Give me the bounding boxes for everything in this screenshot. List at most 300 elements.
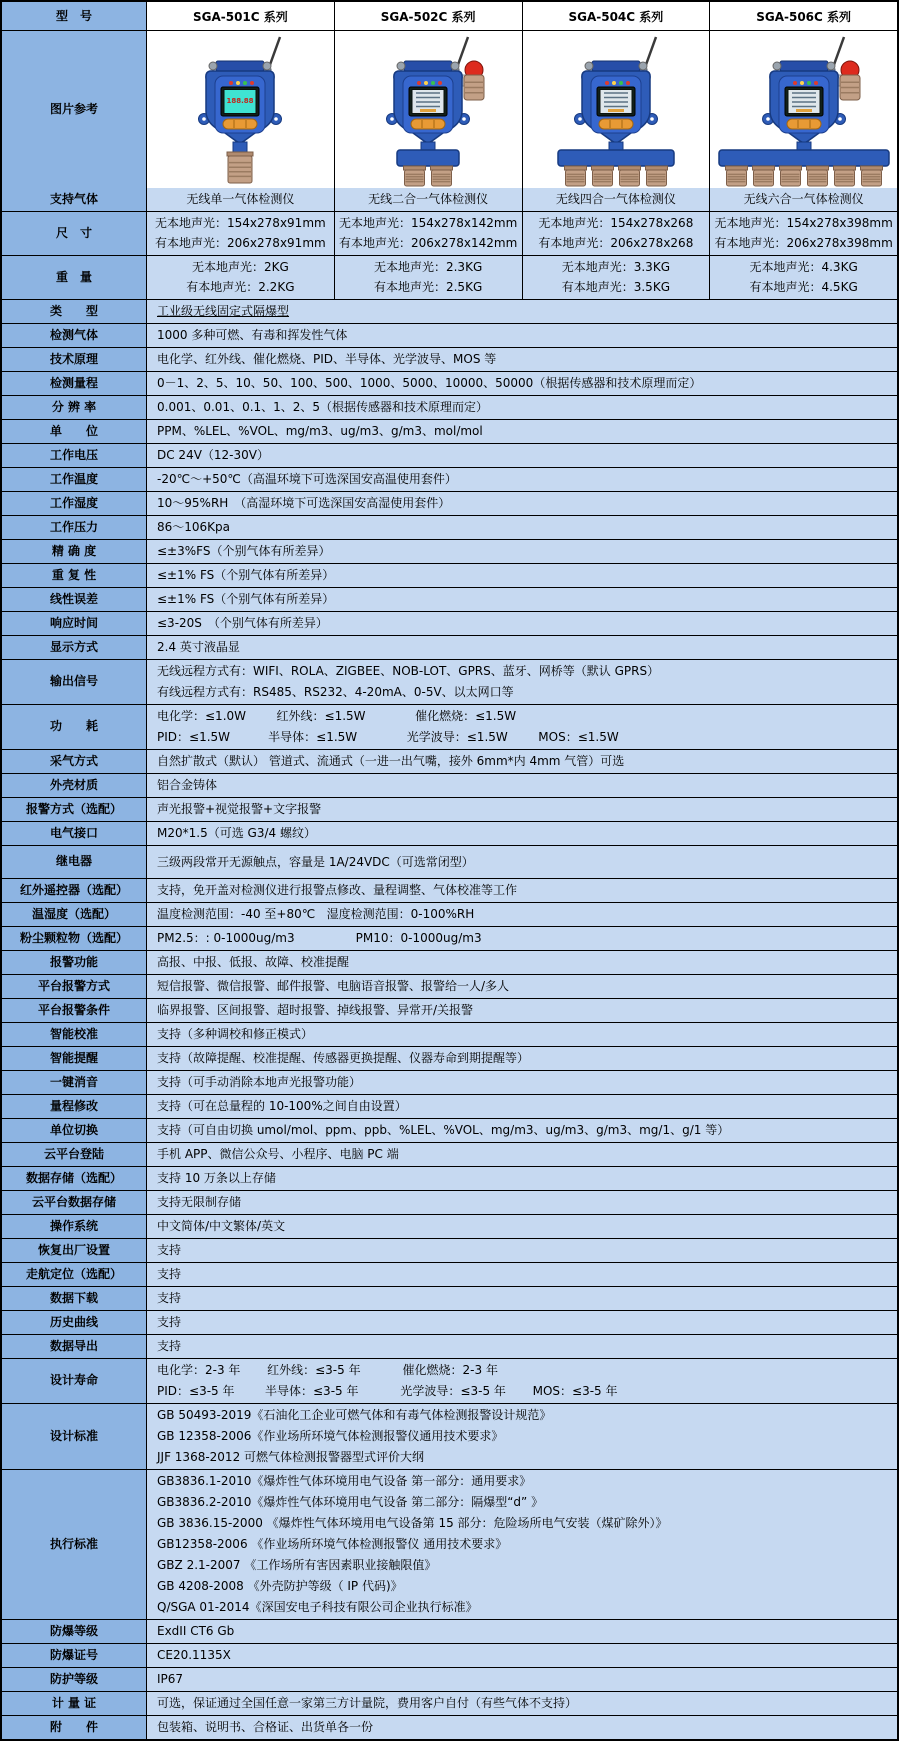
sensor-cap xyxy=(860,166,882,170)
mount-hole xyxy=(838,117,842,121)
row-label: 附 件 xyxy=(2,1716,147,1739)
spec-value-line: 声光报警+视觉报警+文字报警 xyxy=(157,801,322,816)
mount-hole xyxy=(462,117,466,121)
status-led xyxy=(236,81,240,85)
spec-row xyxy=(2,635,897,659)
row-label: 类 型 xyxy=(2,300,147,323)
device-image-cell-1 xyxy=(147,31,335,188)
spec-value-line: 支持 xyxy=(157,1266,182,1281)
status-led xyxy=(431,81,435,85)
body-top-cap xyxy=(592,61,640,71)
status-led xyxy=(250,81,254,85)
spec-value-line: 支持 xyxy=(157,1338,182,1353)
sensor-cylinder xyxy=(432,170,452,186)
side-bolt xyxy=(773,62,781,70)
row-label: 技术原理 xyxy=(2,348,147,371)
row-label: 温湿度（选配） xyxy=(2,903,147,926)
body-top-cap xyxy=(216,61,264,71)
spec-row xyxy=(2,1358,897,1403)
spec-value-line: 无本地声光：3.3KG xyxy=(561,259,670,274)
spec-row xyxy=(2,1715,897,1739)
spec-value-line: 有线远程方式有：RS485、RS232、4-20mA、0-5V、以太网口等 xyxy=(157,684,514,699)
spec-row xyxy=(2,443,897,467)
spec-value-line: 包装箱、说明书、合格证、出货单各一份 xyxy=(157,1719,374,1734)
spec-row xyxy=(2,188,897,211)
spec-value-line: ≤±1% FS（个别气体有所差异） xyxy=(157,567,335,582)
gas-detector-illustration xyxy=(335,31,523,188)
spec-value-cell xyxy=(147,774,897,797)
spec-value-cell xyxy=(147,256,335,299)
spec-value-line: GB12358-2006 《作业场所环境气体检测报警仪 通用技术要求》 xyxy=(157,1536,508,1551)
spec-value-line: 有本地声光：206x278x142mm xyxy=(338,236,518,250)
spec-value-cell xyxy=(147,1191,897,1214)
row-label: 量程修改 xyxy=(2,1095,147,1118)
spec-value-line: ≤±3%FS（个别气体有所差异） xyxy=(157,543,331,558)
spec-value-cell xyxy=(147,636,897,659)
row-label: 报警功能 xyxy=(2,951,147,974)
device-image-cell-4 xyxy=(710,31,897,188)
spec-row xyxy=(2,299,897,323)
sensor-cylinder xyxy=(861,170,881,186)
spec-value-cell xyxy=(523,256,711,299)
spec-value-line: 10～95%RH （高湿环境下可选深国安高湿使用套件） xyxy=(157,495,451,510)
status-led xyxy=(619,81,623,85)
spec-value-line: -20℃～+50℃（高温环境下可选深国安高温使用套件） xyxy=(157,471,457,486)
spec-value-line: 支持 10 万条以上存储 xyxy=(157,1170,276,1185)
spec-value-line: 支持（可手动消除本地声光报警功能） xyxy=(157,1074,362,1089)
spec-value-cell xyxy=(147,420,897,443)
status-led xyxy=(626,81,630,85)
spec-value-cell xyxy=(147,1239,897,1262)
spec-value-line: GBZ 2.1-2007 《工作场所有害因素职业接触限值》 xyxy=(157,1557,437,1572)
spec-value-line: 电化学：≤1.0W 红外线：≤1.5W 催化燃烧：≤1.5W xyxy=(157,708,517,723)
sga-502c-detector-image xyxy=(335,31,523,188)
row-label: 检测量程 xyxy=(2,372,147,395)
image-row xyxy=(2,30,897,188)
spec-value-line: 1000 多种可燃、有毒和挥发性气体 xyxy=(157,327,348,342)
spec-value-line: JJF 1368-2012 可燃气体检测报警器型式评价大纲 xyxy=(157,1449,425,1464)
mount-hole xyxy=(275,117,279,121)
sga-501c-detector-image xyxy=(147,31,335,188)
row-label: 云平台数据存储 xyxy=(2,1191,147,1214)
spec-row xyxy=(2,1022,897,1046)
row-label: 执行标准 xyxy=(2,1470,147,1619)
spec-value-cell xyxy=(147,588,897,611)
spec-value-line: GB3836.2-2010《爆炸性气体环境用电气设备 第二部分：隔爆型“d” 》 xyxy=(157,1494,544,1509)
spec-value-line: 支持（多种调校和修正模式） xyxy=(157,1026,314,1041)
spec-row xyxy=(2,902,897,926)
spec-value-cell xyxy=(147,1692,897,1715)
spec-value-line: 无本地声光：154x278x398mm xyxy=(714,215,893,230)
spec-value-cell xyxy=(147,1311,897,1334)
spec-value-line: 无本地声光：154x278x91mm xyxy=(155,215,326,230)
spec-value-line: 86～106Kpa xyxy=(157,519,231,534)
spec-value-line: 0－1、2、5、10、50、100、500、1000、5000、10000、50000（根据传感器和技术原理而定） xyxy=(157,375,702,390)
spec-row xyxy=(2,211,897,255)
spec-row xyxy=(2,878,897,902)
spec-value-line: GB 4208-2008 《外壳防护等级（ IP 代码)》 xyxy=(157,1578,403,1593)
row-label: 功 耗 xyxy=(2,705,147,749)
spec-value-line: 无线二合一气体检测仪 xyxy=(368,192,489,206)
row-label: 云平台登陆 xyxy=(2,1143,147,1166)
manifold xyxy=(397,150,459,166)
spec-value-line: 有本地声光：3.5KG xyxy=(561,280,670,294)
spec-value-line: 无本地声光：2KG xyxy=(191,259,289,274)
model-header-sga-501c: SGA-501C 系列 xyxy=(147,2,335,30)
spec-value-cell xyxy=(147,1404,897,1469)
spec-value-cell xyxy=(335,256,523,299)
spec-row xyxy=(2,1214,897,1238)
spec-value-line: IP67 xyxy=(157,1671,184,1686)
sensor-cap xyxy=(227,152,253,156)
row-label: 粉尘颗粒物（选配） xyxy=(2,927,147,950)
spec-rows xyxy=(2,188,897,1739)
spec-value-line: 有本地声光：2.5KG xyxy=(373,280,483,294)
sensor-cylinder xyxy=(726,170,746,186)
model-header-sga-502c: SGA-502C 系列 xyxy=(335,2,523,30)
spec-row xyxy=(2,926,897,950)
spec-row xyxy=(2,797,897,821)
spec-value-cell xyxy=(147,188,335,211)
spec-value-line: 高报、中报、低报、故障、校准提醒 xyxy=(157,954,350,969)
spec-value-cell xyxy=(147,372,897,395)
sensor-cap xyxy=(591,166,613,170)
spec-value-cell xyxy=(147,324,897,347)
spec-value-cell xyxy=(147,1047,897,1070)
spec-value-line: 0.001、0.01、0.1、1、2、5（根据传感器和技术原理而定） xyxy=(157,399,489,414)
spec-value-line: GB 3836.15-2000 《爆炸性气体环境用电气设备第 15 部分：危险场所电气安装（煤矿除外）》 xyxy=(157,1515,668,1530)
spec-value-line: 三级两段常开无源触点，容量是 1A/24VDC（可选常闭型） xyxy=(157,854,474,869)
spec-row xyxy=(2,1094,897,1118)
spec-row xyxy=(2,611,897,635)
spec-value-cell xyxy=(710,212,897,255)
sensor-cap xyxy=(645,166,667,170)
side-bolt xyxy=(639,62,647,70)
spec-row xyxy=(2,1118,897,1142)
spec-row xyxy=(2,1403,897,1469)
row-label: 设计标准 xyxy=(2,1404,147,1469)
spec-value-cell xyxy=(147,1668,897,1691)
spec-value-line: 电化学、红外线、催化燃烧、PID、半导体、光学波导、MOS 等 xyxy=(157,351,497,366)
mount-hole xyxy=(766,117,770,121)
spec-value-cell xyxy=(710,256,897,299)
spec-value-cell xyxy=(147,798,897,821)
sensor-cylinder xyxy=(619,170,639,186)
body-top-cap xyxy=(404,61,452,71)
button-panel xyxy=(787,119,821,129)
sensor-cap xyxy=(779,166,801,170)
sensor-cylinder xyxy=(646,170,666,186)
spec-value-line: 工业级无线固定式隔爆型 xyxy=(157,303,290,318)
spec-row xyxy=(2,563,897,587)
spec-value-cell xyxy=(147,540,897,563)
spec-value-cell xyxy=(147,822,897,845)
row-label: 尺 寸 xyxy=(2,212,147,255)
sensor-cap xyxy=(404,166,426,170)
spec-value-cell xyxy=(147,1143,897,1166)
spec-value-cell xyxy=(147,1071,897,1094)
row-label: 防爆证号 xyxy=(2,1644,147,1667)
spec-row xyxy=(2,974,897,998)
spec-value-cell xyxy=(147,660,897,704)
spec-value-line: 无本地声光：2.3KG xyxy=(373,259,483,274)
spec-value-cell xyxy=(147,975,897,998)
sensor-cap xyxy=(752,166,774,170)
spec-value-line: 临界报警、区间报警、超时报警、掉线报警、异常开/关报警 xyxy=(157,1002,474,1017)
row-label: 操作系统 xyxy=(2,1215,147,1238)
spec-value-line: 有本地声光：4.5KG xyxy=(749,280,858,294)
spec-row xyxy=(2,1691,897,1715)
spec-value-line: 支持无限制存储 xyxy=(157,1194,242,1209)
spec-row xyxy=(2,1190,897,1214)
spec-value-line: 支持（可在总量程的 10-100%之间自由设置） xyxy=(157,1098,407,1113)
spec-row xyxy=(2,347,897,371)
spec-value-cell xyxy=(147,1470,897,1619)
spec-value-line: GB3836.1-2010《爆炸性气体环境用电气设备 第一部分：通用要求》 xyxy=(157,1473,532,1488)
spec-value-cell xyxy=(147,846,897,878)
row-label: 防爆等级 xyxy=(2,1620,147,1643)
spec-row xyxy=(2,659,897,704)
row-label: 数据导出 xyxy=(2,1335,147,1358)
mount-hole xyxy=(578,117,582,121)
spec-value-line: DC 24V（12-30V） xyxy=(157,447,269,462)
side-bolt xyxy=(209,62,217,70)
spec-row xyxy=(2,515,897,539)
row-label: 平台报警条件 xyxy=(2,999,147,1022)
manifold xyxy=(558,150,674,166)
spec-row xyxy=(2,1310,897,1334)
spec-row xyxy=(2,1262,897,1286)
row-label: 工作压力 xyxy=(2,516,147,539)
spec-value-line: 支持 xyxy=(157,1242,182,1257)
status-led xyxy=(417,81,421,85)
spec-value-line: 支持（故障提醒、校准提醒、传感器更换提醒、仪器寿命到期提醒等） xyxy=(157,1050,530,1065)
sga-506c-detector-image xyxy=(710,31,897,188)
row-label: 输出信号 xyxy=(2,660,147,704)
spec-row xyxy=(2,491,897,515)
spec-row xyxy=(2,1166,897,1190)
spec-row xyxy=(2,1142,897,1166)
row-label: 走航定位（选配） xyxy=(2,1263,147,1286)
spec-value-line: 中文简体/中文繁体/英文 xyxy=(157,1218,286,1233)
row-label: 重 量 xyxy=(2,256,147,299)
mount-hole xyxy=(650,117,654,121)
spec-row xyxy=(2,1667,897,1691)
row-label: 工作电压 xyxy=(2,444,147,467)
spec-value-cell xyxy=(147,1716,897,1739)
spec-value-cell xyxy=(147,516,897,539)
row-label: 线性误差 xyxy=(2,588,147,611)
spec-value-line: PPM、%LEL、%VOL、mg/m3、ug/m3、g/m3、mol/mol xyxy=(157,423,483,438)
spec-row xyxy=(2,539,897,563)
device-image-cell-2 xyxy=(335,31,523,188)
spec-value-line: ≤3-20S （个别气体有所差异） xyxy=(157,615,328,630)
row-label: 单 位 xyxy=(2,420,147,443)
spec-value-line: 支持，免开盖对检测仪进行报警点修改、量程调整、气体校准等工作 xyxy=(157,882,518,897)
sga-504c-detector-image xyxy=(523,31,711,188)
spec-value-cell xyxy=(523,212,711,255)
row-label: 继电器 xyxy=(2,846,147,878)
row-label: 响应时间 xyxy=(2,612,147,635)
spec-value-cell xyxy=(147,951,897,974)
spec-value-line: GB 50493-2019《石油化工企业可燃气体和有毒气体检测报警设计规范》 xyxy=(157,1407,552,1422)
spec-value-cell xyxy=(335,188,523,211)
spec-value-line: 支持（可自由切换 umol/mol、ppm、ppb、%LEL、%VOL、mg/m3、ug/m3、g/m3、mg/1、g/1 等） xyxy=(157,1122,730,1137)
row-label: 一键消音 xyxy=(2,1071,147,1094)
spec-value-cell xyxy=(523,188,711,211)
spec-row xyxy=(2,1046,897,1070)
spec-value-cell xyxy=(147,1215,897,1238)
spec-value-line: Q/SGA 01-2014《深国安电子科技有限公司企业执行标准》 xyxy=(157,1599,478,1614)
spec-row xyxy=(2,845,897,878)
spec-value-cell xyxy=(147,750,897,773)
model-header-sga-504c: SGA-504C 系列 xyxy=(523,2,711,30)
status-led xyxy=(793,81,797,85)
spec-value-line: 支持 xyxy=(157,1290,182,1305)
spec-value-cell xyxy=(147,1263,897,1286)
spec-row xyxy=(2,1619,897,1643)
status-led xyxy=(229,81,233,85)
sensor-cap xyxy=(833,166,855,170)
spec-value-cell xyxy=(147,492,897,515)
status-led xyxy=(814,81,818,85)
status-led xyxy=(800,81,804,85)
body-top-cap xyxy=(780,61,828,71)
sensor-cylinder xyxy=(807,170,827,186)
spec-value-cell xyxy=(710,188,897,211)
spec-row xyxy=(2,1070,897,1094)
spec-row xyxy=(2,1238,897,1262)
spec-value-cell xyxy=(147,1167,897,1190)
spec-value-cell xyxy=(335,212,523,255)
status-led xyxy=(438,81,442,85)
gas-detector-illustration xyxy=(523,31,711,188)
spec-value-line: 无线四合一气体检测仪 xyxy=(555,192,676,206)
row-label: 防护等级 xyxy=(2,1668,147,1691)
side-bolt xyxy=(827,62,835,70)
screen-bar xyxy=(796,109,812,112)
row-label: 设计寿命 xyxy=(2,1359,147,1403)
row-label: 显示方式 xyxy=(2,636,147,659)
row-label: 数据下载 xyxy=(2,1287,147,1310)
spec-value-cell xyxy=(147,1620,897,1643)
spec-value-line: 无本地声光：154x278x268 xyxy=(538,215,694,230)
row-label: 分 辨 率 xyxy=(2,396,147,419)
row-label: 恢复出厂设置 xyxy=(2,1239,147,1262)
button-panel xyxy=(223,119,257,129)
spec-row xyxy=(2,467,897,491)
side-bolt xyxy=(585,62,593,70)
sensor-cap xyxy=(806,166,828,170)
sensor-cylinder xyxy=(834,170,854,186)
row-label: 单位切换 xyxy=(2,1119,147,1142)
spec-row xyxy=(2,821,897,845)
row-label: 精 确 度 xyxy=(2,540,147,563)
spec-value-line: PID：≤3-5 年 半导体：≤3-5 年 光学波导：≤3-5 年 MOS：≤3-5 年 xyxy=(157,1383,618,1398)
row-label: 支持气体 xyxy=(2,188,147,211)
spec-value-cell xyxy=(147,999,897,1022)
sensor-cap xyxy=(564,166,586,170)
status-led xyxy=(605,81,609,85)
row-label: 报警方式（选配） xyxy=(2,798,147,821)
status-led xyxy=(243,81,247,85)
header-label: 型 号 xyxy=(2,2,147,30)
spec-value-cell xyxy=(147,1287,897,1310)
spec-row xyxy=(2,773,897,797)
model-header-sga-506c: SGA-506C 系列 xyxy=(710,2,897,30)
sensor-cylinder xyxy=(405,170,425,186)
row-label: 重 复 性 xyxy=(2,564,147,587)
button-panel xyxy=(599,119,633,129)
row-label: 智能校准 xyxy=(2,1023,147,1046)
spec-value-line: 有本地声光：206x278x91mm xyxy=(155,236,326,250)
spec-value-cell xyxy=(147,1335,897,1358)
spec-row xyxy=(2,950,897,974)
spec-value-line: 温度检测范围：-40 至+80℃ 湿度检测范围：0-100%RH xyxy=(157,906,475,921)
mount-hole xyxy=(390,117,394,121)
spec-row xyxy=(2,1643,897,1667)
spec-value-cell xyxy=(147,1644,897,1667)
spec-value-cell xyxy=(147,927,897,950)
neck xyxy=(233,142,247,152)
spec-value-line: 短信报警、微信报警、邮件报警、电脑语音报警、报警给一人/多人 xyxy=(157,978,510,993)
row-label: 工作湿度 xyxy=(2,492,147,515)
image-row-label: 图片参考 xyxy=(2,31,147,188)
spec-row xyxy=(2,587,897,611)
row-label: 计 量 证 xyxy=(2,1692,147,1715)
gas-detector-illustration xyxy=(710,31,897,188)
spec-value-line: ≤±1% FS（个别气体有所差异） xyxy=(157,591,335,606)
spec-value-cell xyxy=(147,396,897,419)
header-row xyxy=(2,2,897,30)
spec-row xyxy=(2,419,897,443)
spec-value-cell xyxy=(147,444,897,467)
sensor-cylinder xyxy=(780,170,800,186)
spec-value-line: ExdII CT6 Gb xyxy=(157,1623,235,1638)
spec-row xyxy=(2,749,897,773)
sensor-cylinder xyxy=(228,156,252,183)
spec-value-cell xyxy=(147,564,897,587)
row-label: 外壳材质 xyxy=(2,774,147,797)
spec-row xyxy=(2,1334,897,1358)
spec-row xyxy=(2,998,897,1022)
row-label: 历史曲线 xyxy=(2,1311,147,1334)
spec-row xyxy=(2,255,897,299)
spec-value-cell xyxy=(147,348,897,371)
row-label: 检测气体 xyxy=(2,324,147,347)
sensor-cylinder xyxy=(565,170,585,186)
spec-value-line: 自然扩散式（默认） 管道式、流通式（一进一出气嘴，接外 6mm*内 4mm 气管）可选 xyxy=(157,753,625,768)
device-image-cell-3 xyxy=(523,31,711,188)
row-label: 智能提醒 xyxy=(2,1047,147,1070)
spec-row xyxy=(2,1469,897,1619)
side-bolt xyxy=(451,62,459,70)
spec-value-cell xyxy=(147,879,897,902)
spec-value-line: 手机 APP、微信公众号、小程序、电脑 PC 端 xyxy=(157,1146,399,1161)
spec-value-cell xyxy=(147,300,897,323)
spec-row xyxy=(2,323,897,347)
spec-value-line: M20*1.5（可选 G3/4 螺纹） xyxy=(157,825,316,840)
sensor-cylinder xyxy=(592,170,612,186)
spec-value-line: 铝合金铸体 xyxy=(157,777,218,792)
screen-bar xyxy=(608,109,624,112)
spec-value-cell xyxy=(147,705,897,749)
mount-hole xyxy=(203,117,207,121)
manifold xyxy=(719,150,889,166)
spec-value-line: 可选，保证通过全国任意一家第三方计量院，费用客户自付（有些气体不支持） xyxy=(157,1695,578,1710)
spec-value-line: 支持 xyxy=(157,1314,182,1329)
spec-row xyxy=(2,395,897,419)
